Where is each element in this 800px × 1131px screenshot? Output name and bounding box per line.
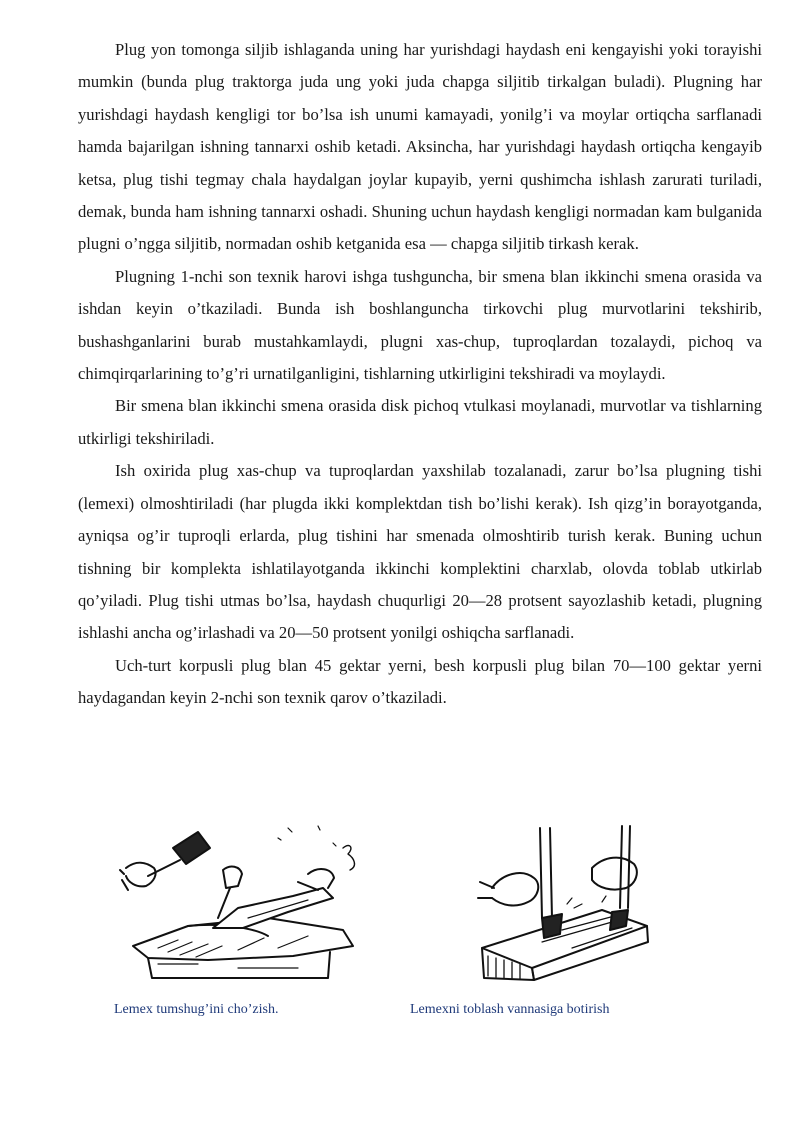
figure-caption: Lemexni toblash vannasiga botirish: [410, 1002, 610, 1017]
figure-caption: Lemex tumshug’ini cho’zish.: [114, 1002, 279, 1017]
quench-tank-illustration: [472, 818, 652, 988]
paragraph: Ish oxirida plug xas-chup va tuproqlardan yaxshilab tozalanadi, zarur bo’lsa plugning tishi (lemexi) olmoshtiriladi (har plugda ikki komplektdan tish bo’lishi kerak). Ish qizg’in borayotganda, ayniqsa og’ir tuproqli erlarda, plug tishini har smenada olmoshtirib turish kerak. Buning uchun tishning bir komplekta ishlatilayotganda ikkinchi komplektini charxlab, olovda toblab utkirlab qo’yiladi. Plug tishi utmas bo’lsa, haydash chuqurligi 20—28 protsent sayozlashib ketadi, plugning ishlashi ancha og’irlashadi va 20—50 protsent yonilgi oshiqcha sarflanadi.: [78, 461, 762, 643]
paragraph: Uch-turt korpusli plug blan 45 gektar yerni, besh korpusli plug bilan 70—100 gektar yerni haydagandan keyin 2-nchi son texnik qarov o’tkaziladi.: [78, 655, 762, 708]
figures-row: [0, 818, 800, 1048]
paragraph: Bir smena blan ikkinchi smena orasida disk pichoq vtulkasi moylanadi, murvotlar va tishlarning utkirligi tekshiriladi.: [78, 396, 762, 448]
document-body: [78, 34, 762, 715]
paragraph: Plug yon tomonga siljib ishlaganda uning har yurishdagi haydash eni kengayishi yoki torayishi mumkin (bunda plug traktorga juda ung yoki juda chapga siljitib tirkalgan buladi). Plugning har yurishdagi haydash kengligi tor bo’lsa ish unumi kamayadi, yonilg’i va moylar ortiqcha sarflanadi hamda bajarilgan ishning tannarxi oshib ketadi. Aksincha, har yurishdagi haydash ortiqcha kengayib ketsa, plug tishi tegmay chala haydalgan joylar kupayib, yerni qushimcha ishlash zarurati turiladi, demak, bunda ham ishning tannarxi oshadi. Shuning uchun haydash kengligi normadan kam bulganida plugni o’ngga siljitib, normadan oshib ketganida esa — chapga siljitib tirkash kerak.: [78, 40, 762, 254]
paragraph: Plugning 1-nchi son texnik harovi ishga tushguncha, bir smena blan ikkinchi smena orasida va ishdan keyin o’tkaziladi. Bunda ish boshlanguncha tirkovchi plug murvotlarini tekshirib, bushashganlarini burab mustahkamlaydi, plugni xas-chup, tuproqlardan tozalaydi, pichoq va chimqirqarlarining to’g’ri urnatilganligini, tishlarning utkirligini tekshiradi va moylaydi.: [78, 266, 762, 384]
anvil-hammer-illustration: [118, 818, 368, 988]
